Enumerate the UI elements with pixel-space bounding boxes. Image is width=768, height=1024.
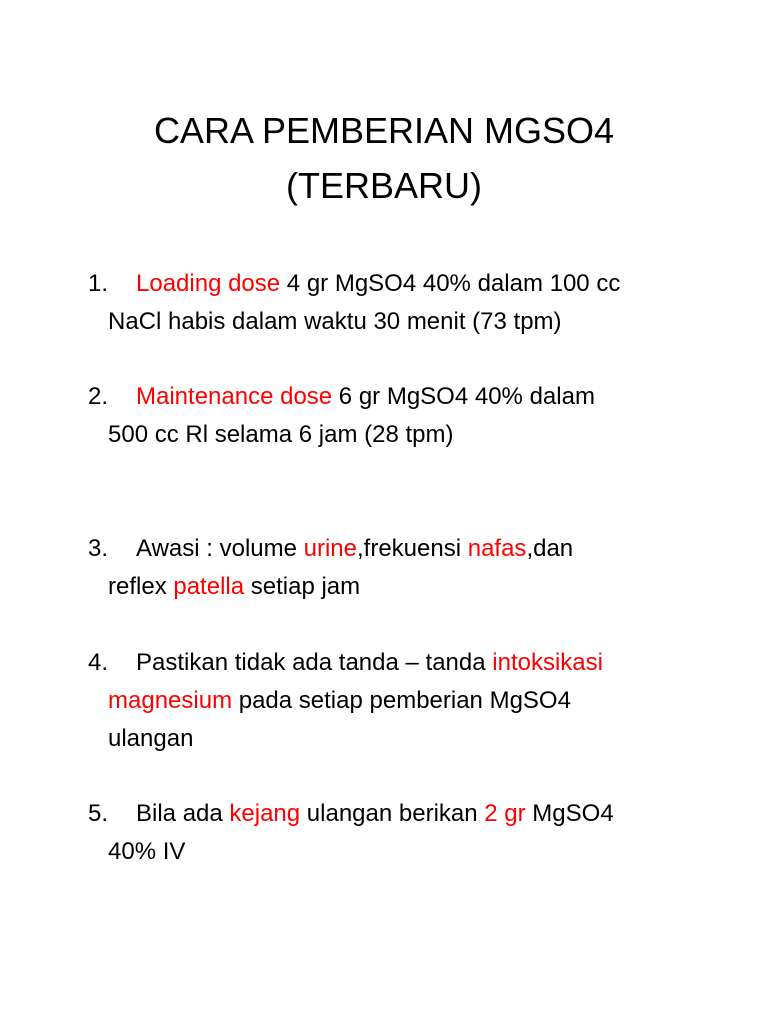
item-4-line-3: ulangan [108,725,194,752]
loading-dose-label: Loading dose [136,270,281,297]
item-4-line-2-text: pada setiap pemberian MgSO4 [232,687,571,714]
item-3-text-c: ,dan [526,535,574,562]
item-1-text: 4 gr MgSO4 40% dalam 100 cc [280,270,621,297]
item-5-number: 5. [88,800,109,827]
item-5-text-a: Bila ada [136,800,230,827]
dose-2gr-highlight: 2 gr [484,800,526,827]
item-4-line-1 [88,644,708,682]
item-3-line-2-text-b: setiap jam [244,573,361,600]
item-3-text-a: Awasi : volume [136,535,304,562]
item-2-number: 2. [88,383,109,410]
list-item-1 [88,265,708,341]
patella-highlight: patella [173,573,245,600]
item-5-line-1 [88,795,708,833]
list-item-2 [88,378,708,454]
page-title [0,103,768,213]
list-item-3 [88,530,708,606]
urine-highlight: urine [303,535,357,562]
list-item-5 [88,795,708,871]
maintenance-dose-label: Maintenance dose [136,383,333,410]
item-3-line-2-text-a: reflex [108,573,174,600]
intoksikasi-highlight: intoksikasi [492,649,603,676]
item-1-number: 1. [88,270,109,297]
item-4-line-2 [88,682,708,720]
nafas-highlight: nafas [467,535,527,562]
magnesium-highlight: magnesium [108,687,233,714]
item-4-text-a: Pastikan tidak ada tanda – tanda [136,649,493,676]
item-3-number: 3. [88,535,109,562]
item-3-text-b: ,frekuensi [357,535,468,562]
item-3-line-2 [88,568,708,606]
item-1-line-2: NaCl habis dalam waktu 30 menit (73 tpm) [108,308,562,335]
item-3-line-1 [88,530,708,568]
item-5-text-b: ulangan berikan [300,800,485,827]
item-1-line-1 [88,265,708,303]
item-2-line-1 [88,378,708,416]
item-2-line-2: 500 cc Rl selama 6 jam (28 tpm) [108,421,454,448]
item-2-text: 6 gr MgSO4 40% dalam [332,383,595,410]
title-line-1: CARA PEMBERIAN MGSO4 [153,110,615,151]
title-line-2: (TERBARU) [286,165,482,206]
item-5-line-2: 40% IV [108,838,186,865]
item-5-text-c: MgSO4 [525,800,614,827]
list-item-4 [88,644,708,758]
kejang-highlight: kejang [229,800,301,827]
item-4-number: 4. [88,649,109,676]
